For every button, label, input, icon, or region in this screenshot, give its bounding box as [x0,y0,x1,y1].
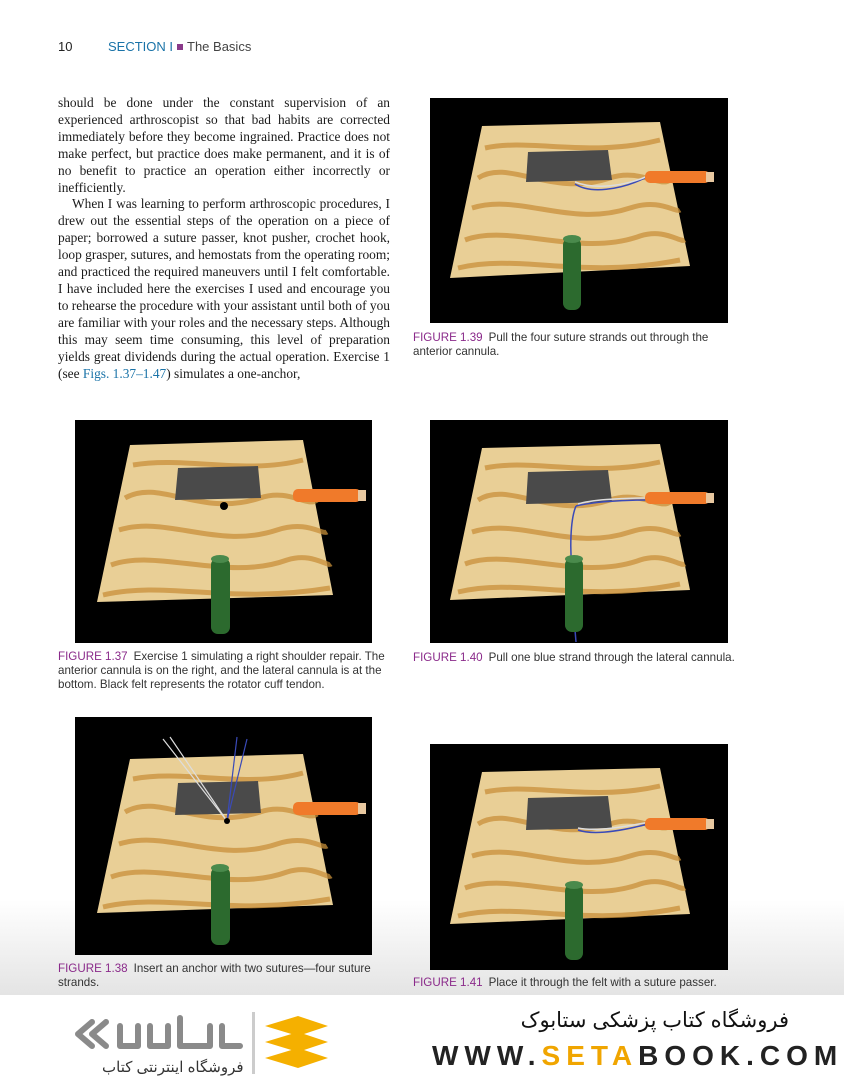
figure-1-41-text: Place it through the felt with a suture passer. [488,976,717,989]
figure-1-39-image [430,98,728,323]
store-url-suffix: BOOK.COM [638,1040,844,1071]
section-separator-icon [177,44,183,50]
section-title: The Basics [187,39,252,54]
store-name: فروشگاه کتاب پزشکی ستابوک [520,1009,789,1032]
figure-1-37-caption [58,650,391,692]
section-label: SECTION I [108,39,174,54]
figure-reference-link[interactable]: Figs. 1.37–1.47 [82,365,167,381]
store-url[interactable] [432,1040,843,1072]
figure-1-37-image [75,420,372,643]
figure-1-38-text: Insert an anchor with two sutures—four suture strands. [58,962,371,989]
figure-1-37-text: Exercise 1 simulating a right shoulder repair. The anterior cannula is on the right, and the lateral cannula is at the bottom. Black felt represents the rotator cuff tendon. [58,650,385,691]
store-url-accent: SETA [541,1040,639,1071]
store-url-prefix: WWW. [432,1040,542,1071]
page-number: 10 [58,39,73,54]
figure-1-38-label: FIGURE 1.38 [58,962,128,975]
figure-1-40-image [430,420,728,643]
section-header [108,39,251,54]
figure-1-38-caption [58,962,393,990]
figure-1-39-label: FIGURE 1.39 [413,331,483,344]
figure-1-37-label: FIGURE 1.37 [58,650,128,663]
figure-1-40-text: Pull one blue strand through the lateral cannula. [488,651,735,664]
figure-1-41-label: FIGURE 1.41 [413,976,483,989]
paragraph-1: should be done under the constant supervision of an experienced arthroscopist so that bad habits are corrected immediately before they become ingrained. Practice does not make perfect, but practice does make permanent, and it is of no benefit to practice an operation either incorrectly or inefficiently. [58,95,390,195]
paragraph-2 [58,196,390,382]
figure-1-39-caption [413,331,745,359]
figure-1-38-image [75,717,372,955]
paragraph-2-end: ) simulates a one-anchor, [166,365,301,381]
figure-1-40-label: FIGURE 1.40 [413,651,483,664]
paragraph-2-start: When I was learning to perform arthroscopic procedures, I drew out the essential steps of the operation on a piece of paper; borrowed a suture passer, knot pusher, crochet hook, loop grasper, sutures, and hemostats from the operating room; and practiced the required maneuvers until I felt comfortable. I have included here the exercises I used and encourage you to rehearse the procedure with your assistant until both of you are familiar with your roles and the necessary steps. Although this may seem time consuming, this level of preparation yields great dividends during the actual operation. Exercise 1 (see [58,196,390,381]
logo-tagline: فروشگاه اینترنتی کتاب [102,1059,244,1076]
figure-1-40-caption [413,651,748,665]
body-text [58,95,390,382]
figure-1-41-image [430,744,728,970]
figure-1-41-caption [413,976,748,990]
figure-1-39-text: Pull the four suture strands out through the anterior cannula. [413,331,709,358]
